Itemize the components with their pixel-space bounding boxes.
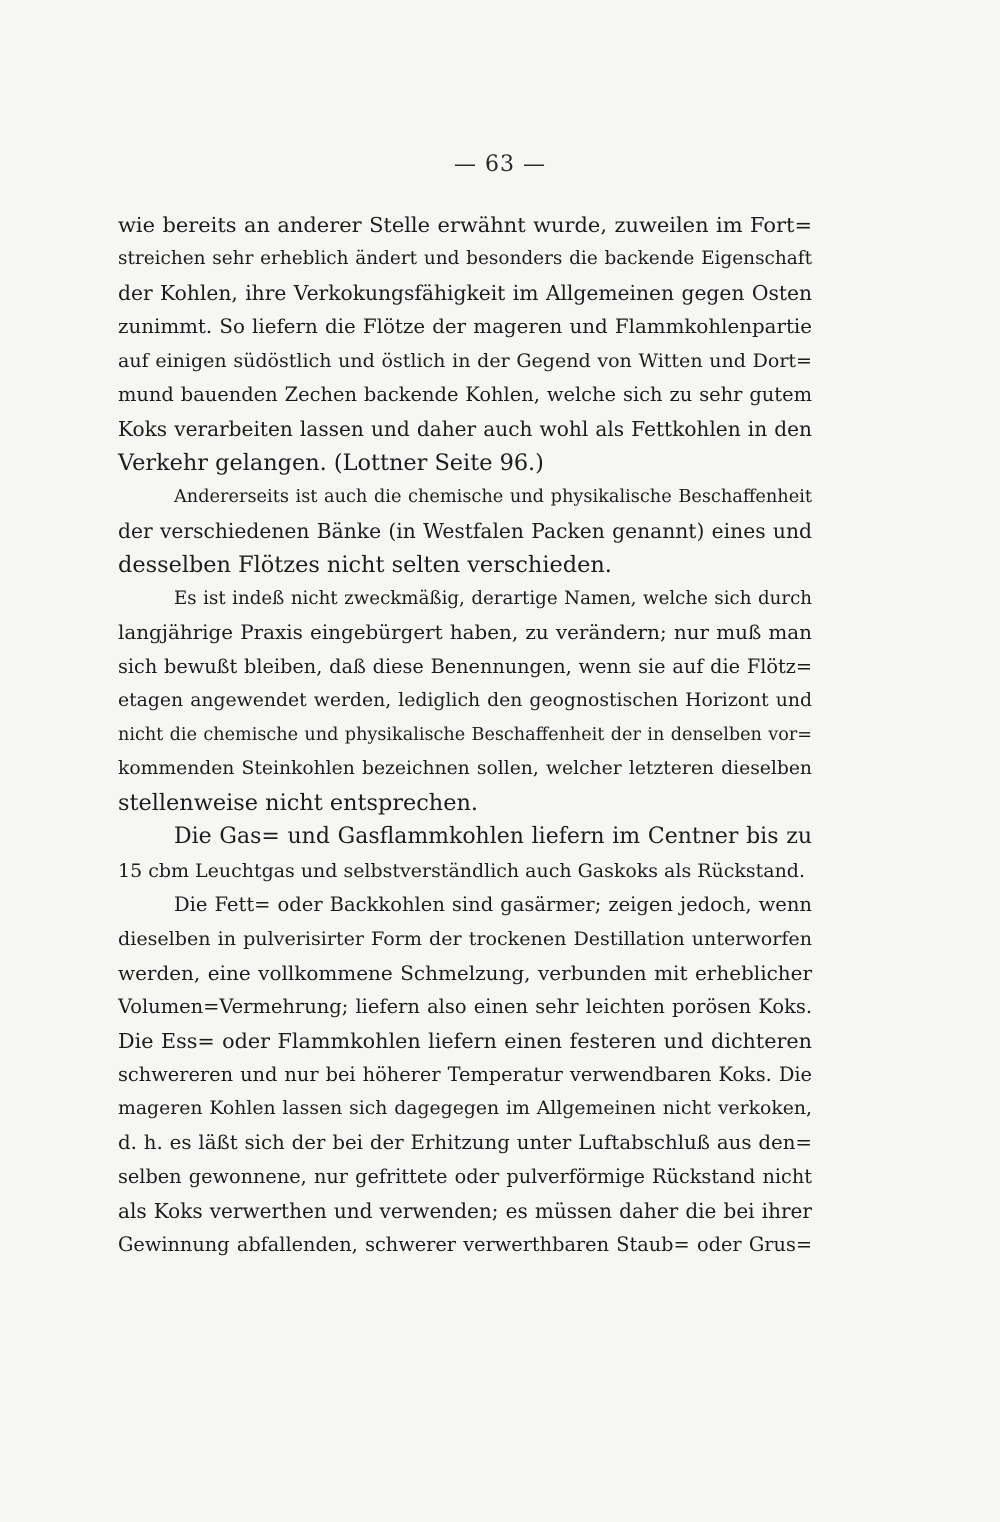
text-line: d. h. es läßt sich der bei der Erhitzung unter Luftabschluß aus den= — [118, 1131, 812, 1154]
text-line: langjährige Praxis eingebürgert haben, zu verändern; nur muß man — [118, 621, 812, 644]
text-line: streichen sehr erheblich ändert und besonders die backende Eigenschaft — [118, 248, 812, 269]
text-line: der Kohlen, ihre Verkokungsfähigkeit im Allgemeinen gegen Osten — [118, 281, 812, 305]
text-line: schwereren und nur bei höherer Temperatur verwendbaren Koks. Die — [118, 1063, 812, 1086]
text-line: stellenweise nicht entsprechen. — [118, 790, 479, 816]
text-line: Die Ess= oder Flammkohlen liefern einen festeren und dichteren — [118, 1029, 812, 1053]
text-line: Koks verarbeiten lassen und daher auch wohl als Fettkohlen in den — [118, 417, 812, 441]
text-line: Die Fett= oder Backkohlen sind gasärmer; zeigen jedoch, wenn — [174, 893, 812, 916]
text-line: Andererseits ist auch die chemische und physikalische Beschaffenheit — [174, 487, 812, 507]
text-line: Die Gas= und Gasflammkohlen liefern im Centner bis zu — [174, 824, 812, 849]
text-line: wie bereits an anderer Stelle erwähnt wurde, zuweilen im Fort= — [118, 213, 812, 237]
text-line: dieselben in pulverisirter Form der trockenen Destillation unterworfen — [118, 928, 812, 950]
text-line: kommenden Steinkohlen bezeichnen sollen, welcher letzteren dieselben — [118, 758, 812, 779]
page-number: — 63 — — [454, 152, 546, 177]
text-line: selben gewonnene, nur gefrittete oder pulverförmige Rückstand nicht — [118, 1165, 812, 1188]
text-line: sich bewußt bleiben, daß diese Benennungen, wenn sie auf die Flötz= — [118, 655, 812, 678]
text-line: als Koks verwerthen und verwenden; es müssen daher die bei ihrer — [118, 1199, 812, 1223]
text-line: Es ist indeß nicht zweckmäßig, derartige Namen, welche sich durch — [174, 588, 812, 609]
text-line: mund bauenden Zechen backende Kohlen, welche sich zu sehr gutem — [118, 383, 812, 406]
body-text — [118, 208, 812, 1262]
text-line: auf einigen südöstlich und östlich in der Gegend von Witten und Dort= — [118, 350, 812, 372]
text-line: Volumen=Vermehrung; liefern also einen sehr leichten porösen Koks. — [118, 995, 812, 1018]
text-line: etagen angewendet werden, lediglich den geognostischen Horizont und — [118, 690, 812, 711]
text-line: desselben Flötzes nicht selten verschieden. — [118, 552, 612, 578]
text-line: mageren Kohlen lassen sich dagegegen im Allgemeinen nicht verkoken, — [118, 1098, 812, 1119]
text-line: der verschiedenen Bänke (in Westfalen Packen genannt) eines und — [118, 519, 812, 543]
text-line: 15 cbm Leuchtgas und selbstverständlich auch Gaskoks als Rückstand. — [118, 860, 805, 882]
text-line: zunimmt. So liefern die Flötze der mageren und Flammkohlenpartie — [118, 315, 812, 338]
text-line: nicht die chemische und physikalische Beschaffenheit der in denselben vor= — [118, 725, 812, 745]
text-line: Gewinnung abfallenden, schwerer verwerthbaren Staub= oder Grus= — [118, 1233, 812, 1256]
text-line: Verkehr gelangen. (Lottner Seite 96.) — [118, 450, 544, 476]
text-line: werden, eine vollkommene Schmelzung, verbunden mit erheblicher — [118, 961, 812, 985]
